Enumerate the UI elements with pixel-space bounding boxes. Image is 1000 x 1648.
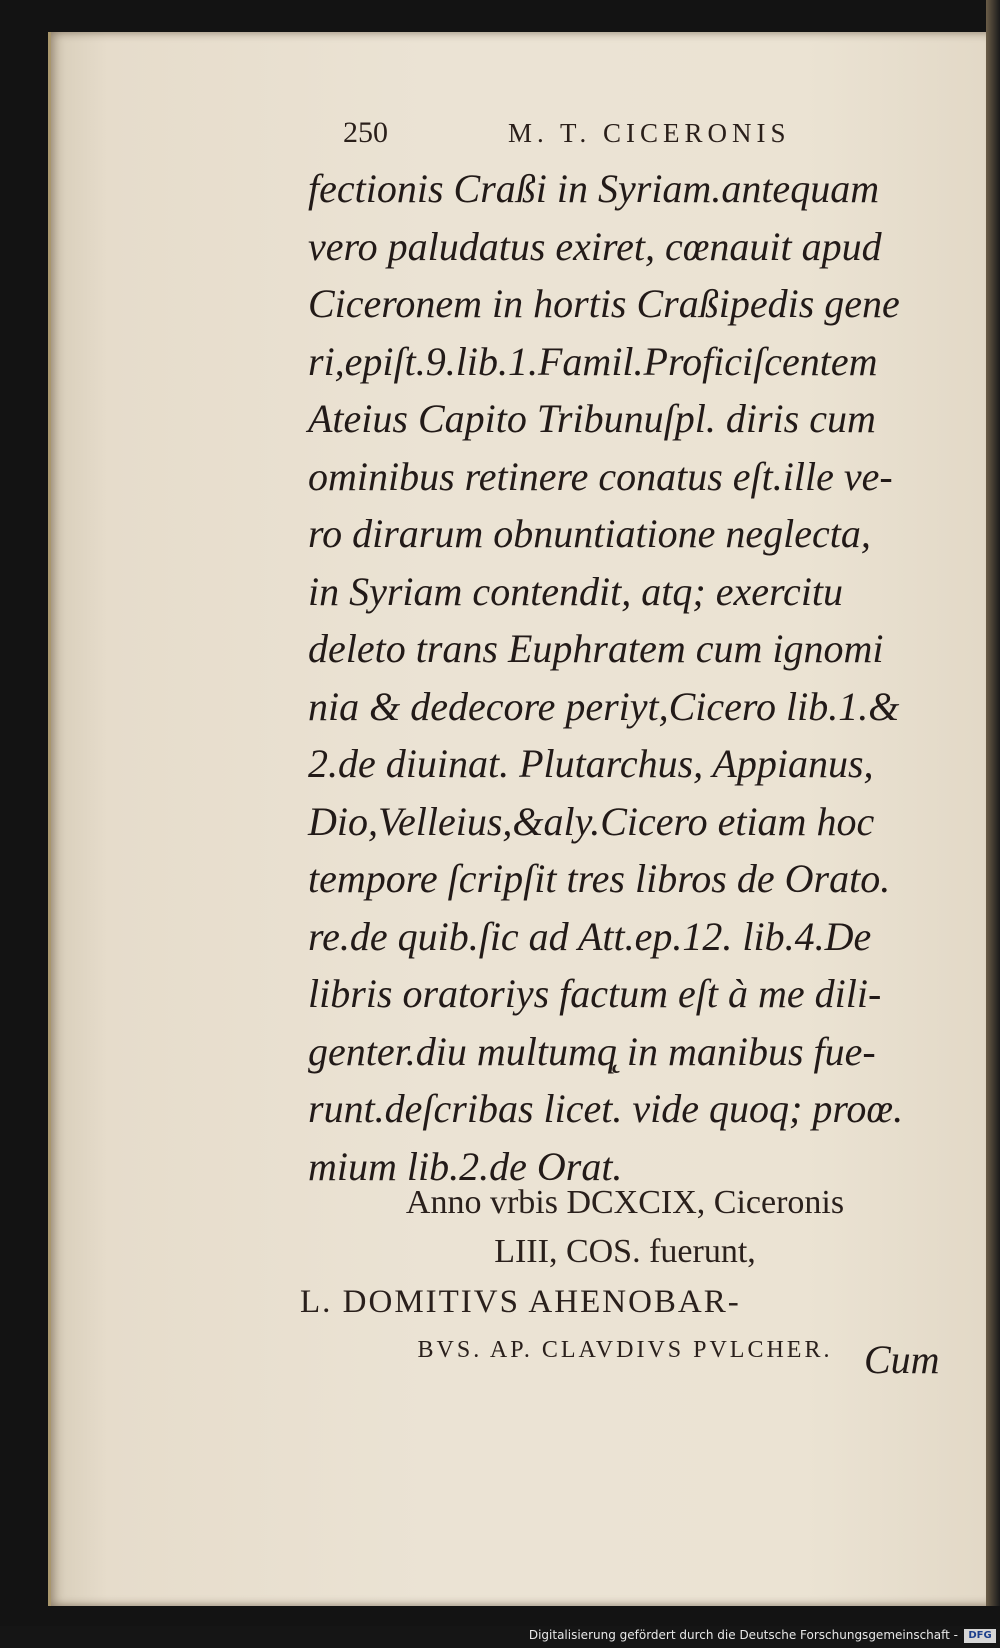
text-line: re.de quib.ſic ad Att.ep.12. lib.4.De (308, 913, 872, 959)
text-line: deleto trans Euphratem cum ignomi (308, 626, 884, 671)
text-line: genter.diu multumq̨ in manibus fue- (308, 1028, 876, 1074)
consular-year-block (300, 1178, 950, 1372)
text-line: ro dirarum obnuntiatione neglecta, (308, 511, 871, 556)
year-line: Anno vrbis DCXCIX, Ciceronis (405, 1184, 845, 1221)
footer-credit: Digitalisierung gefördert durch die Deutsche Forschungsgemeinschaft - (528, 1628, 958, 1642)
text-line: 2.de diuinat. Plutarchus, Appianus, (308, 741, 874, 786)
text-line: nia & dedecore periyt,Cicero lib.1.& (308, 683, 900, 729)
running-head: M. T. CICERONIS (508, 118, 791, 148)
dfg-logo: DFG (964, 1629, 996, 1643)
page-header (343, 116, 843, 156)
text-line: fectionis Craßi in Syriam.antequam (308, 166, 880, 211)
italic-body-text (308, 160, 958, 1195)
text-line: ri,epiſt.9.lib.1.Famil.Proficiſcentem (308, 338, 878, 384)
footer-bar (0, 1626, 1000, 1648)
text-line: ominibus retinere conatus eſt.ille ve- (308, 453, 893, 499)
catchword: Cum (864, 1337, 940, 1382)
text-line: libris oratoriys factum eſt à me dili- (308, 971, 882, 1016)
text-line: tempore ſcripſit tres libros de Orato. (308, 856, 891, 901)
text-line: Ateius Capito Tribunuſpl. diris cum (308, 396, 876, 441)
consul-name-line: L. DOMITIVS AHENOBAR- (300, 1284, 741, 1320)
text-line: in Syriam contendit, atq; exercitu (308, 568, 844, 614)
text-line: vero paludatus exiret, cœnauit apud (308, 223, 882, 269)
page-edge (986, 0, 1000, 1606)
text-line: runt.deſcribas licet. vide quoq; proœ. (308, 1086, 904, 1131)
text-line: Ciceronem in hortis Craßipedis gene (308, 281, 900, 326)
consul-name-line: BVS. AP. CLAVDIVS PVLCHER. (417, 1337, 833, 1363)
year-line: LIII, COS. fuerunt, (494, 1233, 756, 1270)
text-line: Dio,Velleius,&aly.Cicero etiam hoc (308, 798, 875, 844)
text-line: mium lib.2.de Orat. (308, 1143, 623, 1189)
page-number: 250 (343, 116, 388, 149)
